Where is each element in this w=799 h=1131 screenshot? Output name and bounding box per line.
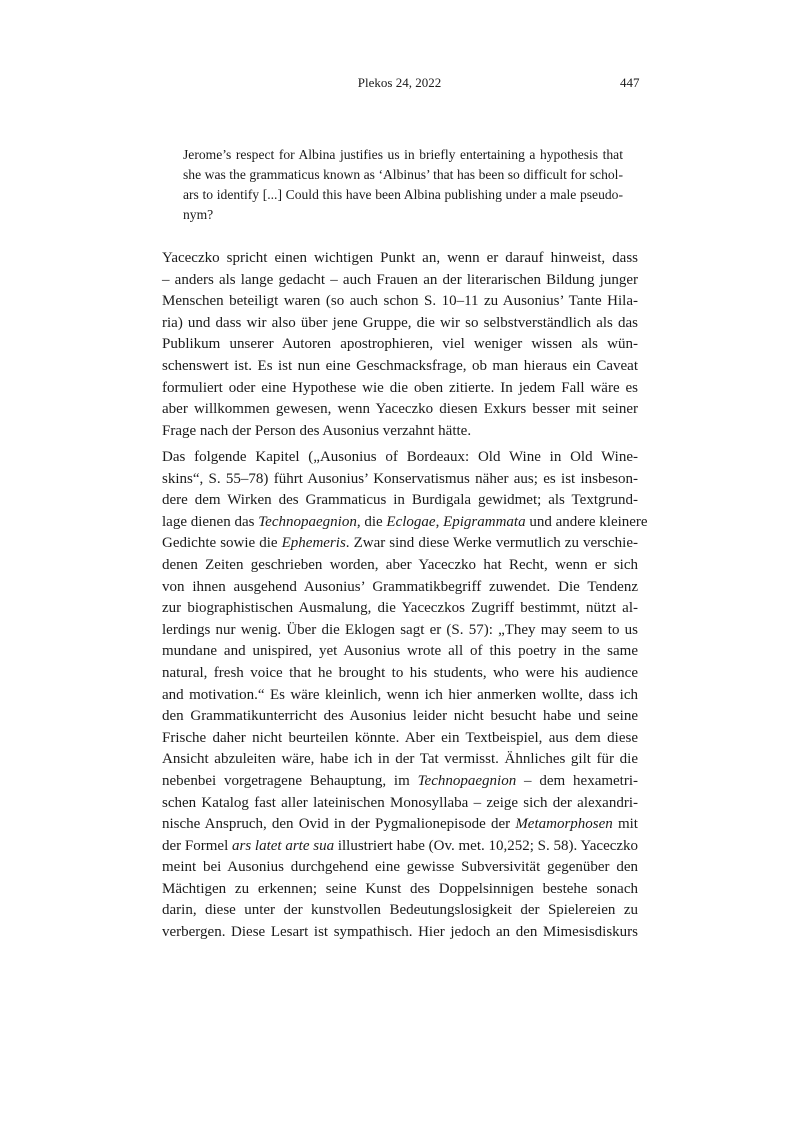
italic-title: Technopaegnion [258, 513, 357, 530]
text-line [162, 577, 638, 599]
text-line [162, 399, 638, 421]
text-line [162, 512, 648, 534]
text-run: Frage nach der Person des Ausonius verzahnt hätte. [162, 422, 472, 439]
text-run: Frische daher nicht beurteilen könnte. Aber ein Textbeispiel, aus dem diese [162, 729, 638, 746]
text-line [162, 533, 638, 555]
italic-title: Ephemeris [281, 535, 346, 552]
text-line [162, 663, 638, 685]
text-line [162, 900, 638, 922]
text-line [162, 469, 638, 491]
text-line [162, 857, 638, 879]
text-run: verbergen. Diese Lesart ist sympathisch. Hier jedoch an den Mimesisdiskurs [162, 924, 638, 941]
text-run: mit [612, 816, 638, 833]
text-line [162, 378, 638, 400]
text-run: lage dienen das [162, 513, 259, 530]
text-line [162, 771, 638, 793]
text-line [162, 334, 638, 356]
text-line [162, 490, 638, 512]
paragraph [162, 248, 638, 442]
text-run: nebenbei vorgetragene Behauptung, im [162, 772, 418, 789]
text-line [162, 356, 638, 378]
text-line [162, 728, 638, 750]
text-run: Publikum unserer Autoren apostrophieren, viel weniger wissen als wün- [162, 336, 638, 353]
text-run: meint bei Ausonius durchgehend eine gewisse Subversivität gegenüber den [162, 859, 638, 876]
italic-title: ars latet arte sua [231, 837, 335, 854]
paragraph [162, 447, 648, 944]
text-run: schenswert ist. Es ist nun eine Geschmacksfrage, ob man hieraus ein Caveat [162, 357, 638, 374]
text-run: and motivation.“ Es wäre kleinlich, wenn ich hier anmerken wollte, dass ich [162, 686, 638, 703]
text-run: nym? [183, 207, 214, 222]
text-run: Ansicht abzuleiten wäre, habe ich in der Tat vermisst. Ähnliches gilt für die [162, 751, 638, 768]
text-run: – anders als lange gedacht – auch Frauen an der literarischen Bildung junger [162, 271, 638, 288]
text-line [162, 814, 638, 836]
text-line [162, 836, 638, 858]
text-line [162, 685, 638, 707]
text-line [162, 291, 638, 313]
text-line [162, 620, 638, 642]
text-run: Jerome’s respect for Albina justifies us in briefly entertaining a hypothesis that [183, 147, 623, 162]
text-run: skins“, S. 55–78) führt Ausonius’ Konservatismus näher aus; es ist insbeson- [162, 470, 638, 487]
text-line [162, 270, 638, 292]
text-run: , [435, 513, 444, 530]
text-run: der Formel [162, 837, 232, 854]
text-run: . Zwar sind diese Werke vermutlich zu verschie- [345, 535, 638, 552]
text-run: formuliert oder eine Hypothese wie die oben zitierte. In jedem Fall wäre es [162, 379, 638, 396]
text-line [162, 421, 638, 443]
text-run: zur biographistischen Ausmalung, die Yaceczkos Zugriff bestimmt, nützt al- [162, 600, 638, 617]
text-run: ria) und dass wir also über jene Gruppe, die wir so selbstverständlich als das [162, 314, 638, 331]
text-line [162, 555, 638, 577]
text-run: Das folgende Kapitel („Ausonius of Bordeaux: Old Wine in Old Wine- [162, 449, 638, 465]
text-run: Menschen beteiligt waren (so auch schon S. 10–11 zu Ausonius’ Tante Hila- [162, 293, 638, 310]
text-line [162, 248, 638, 270]
italic-title: Eclogae [386, 513, 436, 530]
page-number: 447 [620, 75, 640, 90]
text-run: she was the grammaticus known as ‘Albinus’ that has been so difficult for schol- [183, 167, 623, 182]
text-run: natural, fresh voice that he brought to his students, who were his audience [162, 664, 638, 681]
block-quote [183, 145, 623, 225]
text-line [162, 641, 638, 663]
text-run: aber willkommen gewesen, wenn Yaceczko diesen Exkurs besser mit seiner [162, 401, 638, 418]
text-run: – dem hexametri- [516, 772, 639, 789]
text-line [162, 313, 638, 335]
italic-title: Epigrammata [443, 513, 526, 530]
text-run: Mächtigen zu erkennen; seine Kunst des Doppelsinnigen bestehe sonach [162, 880, 638, 897]
running-title: Plekos 24, 2022 [357, 75, 442, 90]
italic-title: Metamorphosen [515, 816, 613, 833]
text-run: illustriert habe (Ov. met. 10,252; S. 58). Yaceczko [334, 837, 639, 854]
text-line [162, 598, 638, 620]
text-run: denen Zeiten geschrieben worden, aber Yaceczko hat Recht, wenn er sich [162, 556, 638, 573]
text-run: dere dem Wirken des Grammaticus in Burdigala gewidmet; als Textgrund- [162, 492, 638, 509]
text-line [162, 879, 638, 901]
text-run: schen Katalog fast aller lateinischen Monosyllaba – zeige sich der alexandri- [162, 794, 638, 811]
text-run: lerdings nur wenig. Über die Eklogen sagt er (S. 57): „They may seem to us [162, 621, 638, 638]
text-line [162, 793, 638, 815]
text-run: und andere kleinere [525, 513, 648, 530]
text-run: Yaceczko spricht einen wichtigen Punkt an, wenn er darauf hinweist, dass [162, 250, 638, 266]
text-line [162, 706, 638, 728]
text-run: mundane and unispired, yet Ausonius wrote all of this poetry in the same [162, 643, 638, 660]
text-line [183, 145, 623, 165]
text-line [183, 205, 623, 225]
text-run: ars to identify [...] Could this have been Albina publishing under a male pseudo- [183, 187, 623, 202]
text-line [183, 185, 623, 205]
text-run: nische Anspruch, den Ovid in der Pygmalionepisode der [162, 816, 516, 833]
text-run: Gedichte sowie die [162, 535, 282, 552]
text-run: , die [356, 513, 387, 530]
text-line [162, 922, 638, 944]
text-line [162, 749, 638, 771]
text-line [183, 165, 623, 185]
italic-title: Technopaegnion [417, 772, 517, 789]
text-run: darin, diese unter der kunstvollen Bedeutungslosigkeit der Spielereien zu [162, 902, 638, 919]
text-run: den Grammatikunterricht des Ausonius leider nicht besucht habe und seine [162, 708, 638, 725]
text-run: von ihnen ausgehend Ausonius’ Grammatikbegriff zuwendet. Die Tendenz [162, 578, 638, 595]
text-line [162, 447, 638, 469]
